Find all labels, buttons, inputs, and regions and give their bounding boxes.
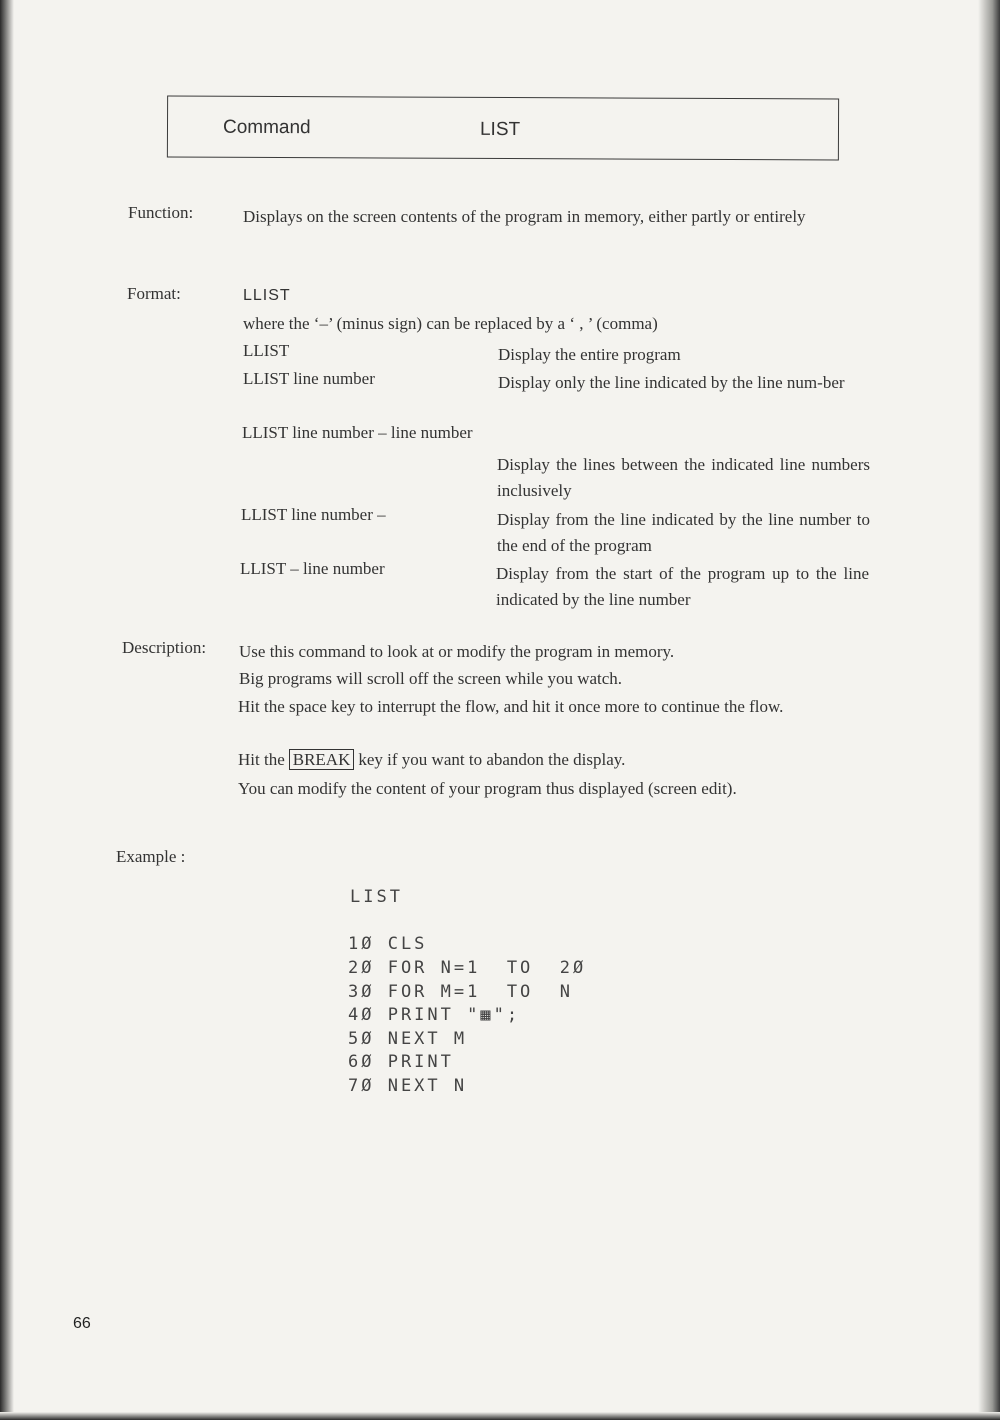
break-key: BREAK bbox=[289, 749, 355, 770]
page-shadow-bottom bbox=[0, 1412, 1000, 1420]
format-row-form: LLIST line number bbox=[243, 369, 375, 388]
example-label: Example : bbox=[116, 847, 186, 866]
description-line: Use this command to look at or modify the program in memory. bbox=[239, 642, 675, 661]
code-line: 4Ø PRINT "▦"; bbox=[348, 1005, 521, 1025]
code-line: 1Ø CLS bbox=[348, 934, 428, 954]
format-row-form: LLIST – line number bbox=[240, 559, 385, 578]
description-text: Hit the bbox=[238, 750, 285, 769]
code-line: 6Ø PRINT bbox=[348, 1052, 454, 1072]
command-name: LIST bbox=[479, 118, 521, 141]
description-line: Hit the space key to interrupt the flow, and hit it once more to continue the flow. bbox=[238, 697, 784, 716]
code-line: 2Ø FOR N=1 TO 2Ø bbox=[348, 958, 587, 978]
code-line: 3Ø FOR M=1 TO N bbox=[348, 982, 573, 1002]
format-row-desc: Display the lines between the indicated line numbers inclusively bbox=[497, 455, 870, 500]
code-line: 7Ø NEXT N bbox=[348, 1076, 468, 1096]
function-text: Displays on the screen contents of the program in memory, either partly or entirely bbox=[243, 207, 806, 226]
command-header-box bbox=[167, 96, 839, 161]
format-row-desc: Display only the line indicated by the line num-ber bbox=[498, 373, 845, 392]
code-line: 5Ø NEXT M bbox=[348, 1029, 468, 1049]
format-note: where the ‘–’ (minus sign) can be replaced by a ‘ , ’ (comma) bbox=[243, 314, 658, 333]
description-line: You can modify the content of your program thus displayed (screen edit). bbox=[238, 779, 737, 798]
description-line: Big programs will scroll off the screen while you watch. bbox=[239, 669, 623, 688]
format-row-desc: Display from the line indicated by the line number to the end of the program bbox=[497, 510, 870, 555]
example-command: LIST bbox=[350, 887, 403, 907]
format-syntax: LLIST bbox=[243, 287, 291, 304]
format-row-form: LLIST line number – line number bbox=[242, 423, 473, 442]
page-shadow-left bbox=[0, 0, 14, 1420]
description-label: Description: bbox=[122, 638, 207, 657]
page-shadow-right bbox=[978, 0, 1000, 1420]
format-row-desc: Display from the start of the program up to the line indicated by the line number bbox=[496, 564, 869, 609]
format-row-desc: Display the entire program bbox=[498, 345, 681, 364]
command-label: Command bbox=[222, 116, 311, 139]
description-text: key if you want to abandon the display. bbox=[358, 750, 626, 769]
function-label: Function: bbox=[128, 203, 194, 222]
format-label: Format: bbox=[127, 284, 181, 303]
format-row-form: LLIST bbox=[243, 341, 290, 360]
description-break-line bbox=[238, 750, 625, 770]
format-row-form: LLIST line number – bbox=[241, 505, 386, 524]
page-number: 66 bbox=[73, 1315, 91, 1332]
